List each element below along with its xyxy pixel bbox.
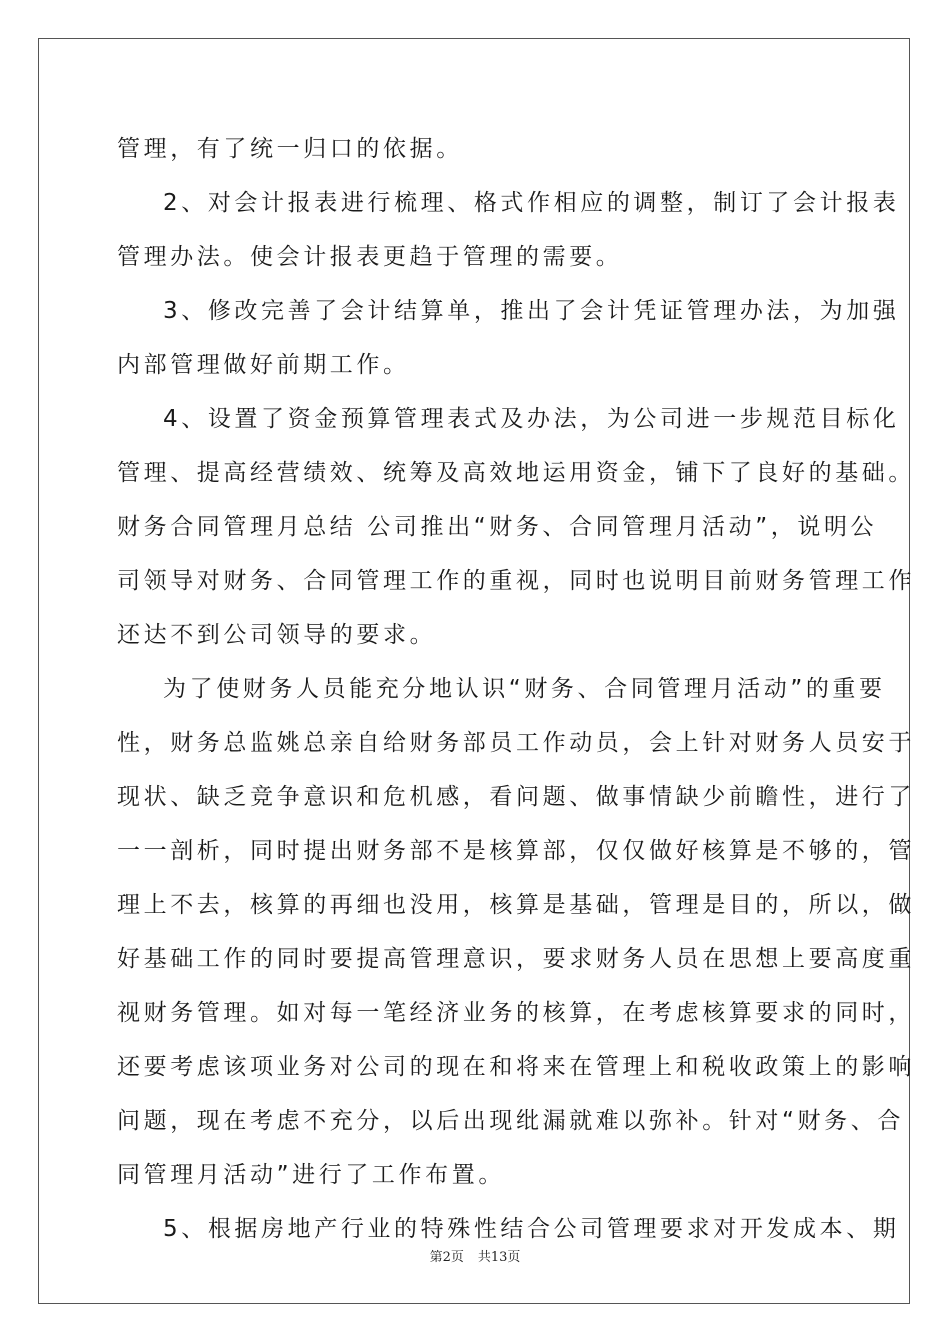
- text-line: 视财务管理。如对每一笔经济业务的核算，在考虑核算要求的同时，: [117, 1000, 915, 1026]
- text-line: 5、根据房地产行业的特殊性结合公司管理要求对开发成本、期: [163, 1216, 900, 1242]
- text-line: 还要考虑该项业务对公司的现在和将来在管理上和税收政策上的影响: [117, 1054, 915, 1080]
- text-line: 2、对会计报表进行梳理、格式作相应的调整，制订了会计报表: [163, 190, 900, 216]
- text-line: 财务合同管理月总结 公司推出“财务、合同管理月活动”，说明公: [117, 514, 878, 540]
- page-total: 共13页: [477, 1250, 521, 1265]
- text-line: 还达不到公司领导的要求。: [117, 622, 437, 648]
- text-line: 好基础工作的同时要提高管理意识，要求财务人员在思想上要高度重: [117, 946, 915, 972]
- text-line: 理上不去，核算的再细也没用，核算是基础，管理是目的，所以，做: [117, 892, 915, 918]
- text-line: 管理，有了统一归口的依据。: [117, 136, 463, 162]
- text-line: 问题，现在考虑不充分，以后出现纰漏就难以弥补。针对“财务、合: [117, 1108, 904, 1134]
- text-line: 性，财务总监姚总亲自给财务部员工作动员，会上针对财务人员安于: [117, 730, 915, 756]
- page-footer: [0, 1246, 950, 1265]
- text-line: 4、设置了资金预算管理表式及办法，为公司进一步规范目标化: [163, 406, 900, 432]
- text-line: 3、修改完善了会计结算单，推出了会计凭证管理办法，为加强: [163, 298, 900, 324]
- text-line: 现状、缺乏竞争意识和危机感，看问题、做事情缺少前瞻性，进行了: [117, 784, 915, 810]
- text-line: 一一剖析，同时提出财务部不是核算部，仅仅做好核算是不够的，管: [117, 838, 915, 864]
- text-line: 管理办法。使会计报表更趋于管理的需要。: [117, 244, 623, 270]
- text-line: 为了使财务人员能充分地认识“财务、合同管理月活动”的重要: [163, 676, 886, 702]
- page-number: 第2页: [429, 1250, 464, 1265]
- text-line: 内部管理做好前期工作。: [117, 352, 410, 378]
- text-line: 管理、提高经营绩效、统筹及高效地运用资金，铺下了良好的基础。: [117, 460, 915, 486]
- document-body: [117, 122, 915, 1256]
- text-line: 司领导对财务、合同管理工作的重视，同时也说明目前财务管理工作: [117, 568, 915, 594]
- text-line: 同管理月活动”进行了工作布置。: [117, 1162, 505, 1188]
